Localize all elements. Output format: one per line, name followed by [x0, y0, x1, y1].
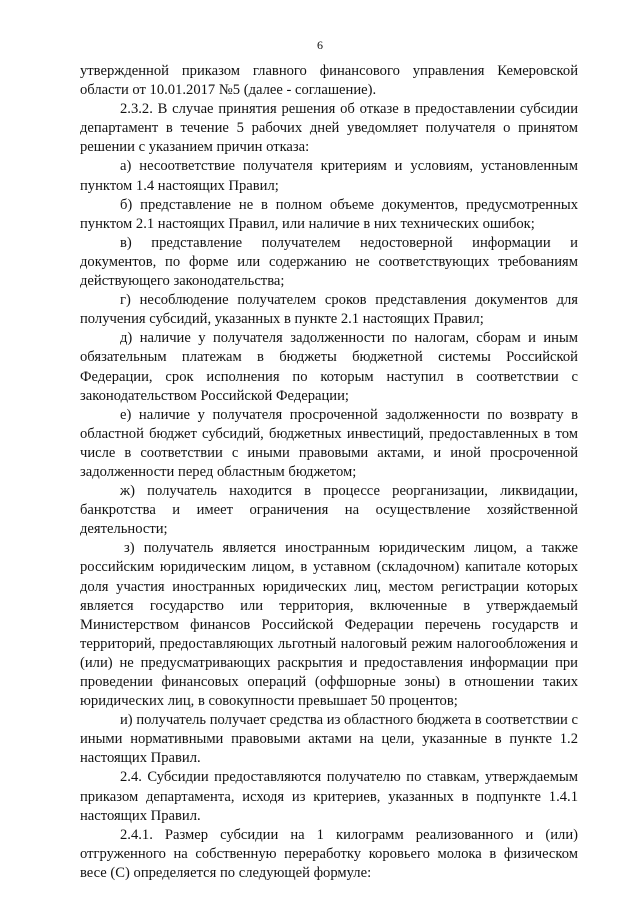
list-item-d: д) наличие у получателя задолженности по налогам, сборам и иным обязательным платежам в бюджеты бюджетной системы Российской Федерации, срок исполнения по которым наступил в соответствии с законодательством Российской Федерации;: [80, 330, 578, 404]
list-item-a: а) несоответствие получателя критериям и условиям, установленным пунктом 1.4 настоящих Правил;: [80, 158, 578, 194]
list-item-b: б) представление не в полном объеме документов, предусмотренных пунктом 2.1 настоящих Правил, или наличие в них технических ошибок;: [80, 196, 578, 232]
list-item-i: и) получатель получает средства из областного бюджета в соответствии с иными нормативными правовыми актами на цели, указанные в пункте 1.2 настоящих Правил.: [80, 712, 578, 767]
list-item-v: в) представление получателем недостоверной информации и документов, по форме или содержанию не соответствующих требованиям действующего законодательства;: [80, 234, 578, 290]
list-item-g: г) несоблюдение получателем сроков представления документов для получения субсидий, указанных в пункте 2.1 настоящих Правил;: [80, 292, 578, 328]
document-body: [80, 62, 578, 883]
page-number: 6: [317, 38, 323, 52]
paragraph-2-4-1: 2.4.1. Размер субсидии на 1 килограмм реализованного и (или) отгруженного на собственную переработку коровьего молока в физическом весе (С) определяется по следующей формуле:: [80, 826, 578, 881]
list-item-z: з) получатель является иностранным юридическим лицом, а также российским юридическим лицом, в уставном (складочном) капитале которых доля участия иностранных юридических лиц, местом регистрации которых является государство или территория, включенные в утверждаемый Министерством финансов Российской Федерации перечень государств и территорий, предоставляющих льготный налоговый режим налогообложения и (или) не предусматривающих раскрытия и предоставления информации при проведении финансовых операций (оффшорные зоны) в отношении таких юридических лиц, в совокупности превышает 50 процентов;: [80, 540, 578, 710]
paragraph-continuation: утвержденной приказом главного финансового управления Кемеровской области от 10.01.2017 №5 (далее - соглашение).: [80, 63, 578, 99]
list-item-e: е) наличие у получателя просроченной задолженности по возврату в областной бюджет субсидий, бюджетных инвестиций, предоставленных в том числе в соответствии с иными правовыми актами, и иной просроченной задолженности перед областным бюджетом;: [80, 406, 578, 480]
list-item-zh: ж) получатель находится в процессе реорганизации, ликвидации, банкротства и имеет ограничения на осуществление хозяйственной деятельности;: [80, 483, 578, 538]
paragraph-2-3-2: 2.3.2. В случае принятия решения об отказе в предоставлении субсидии департамент в течение 5 рабочих дней уведомляет получателя о принятом решении с указанием причин отказа:: [80, 101, 578, 156]
paragraph-2-4: 2.4. Субсидии предоставляются получателю по ставкам, утверждаемым приказом департамента, исходя из критериев, указанных в подпункте 1.4.1 настоящих Правил.: [80, 769, 578, 824]
